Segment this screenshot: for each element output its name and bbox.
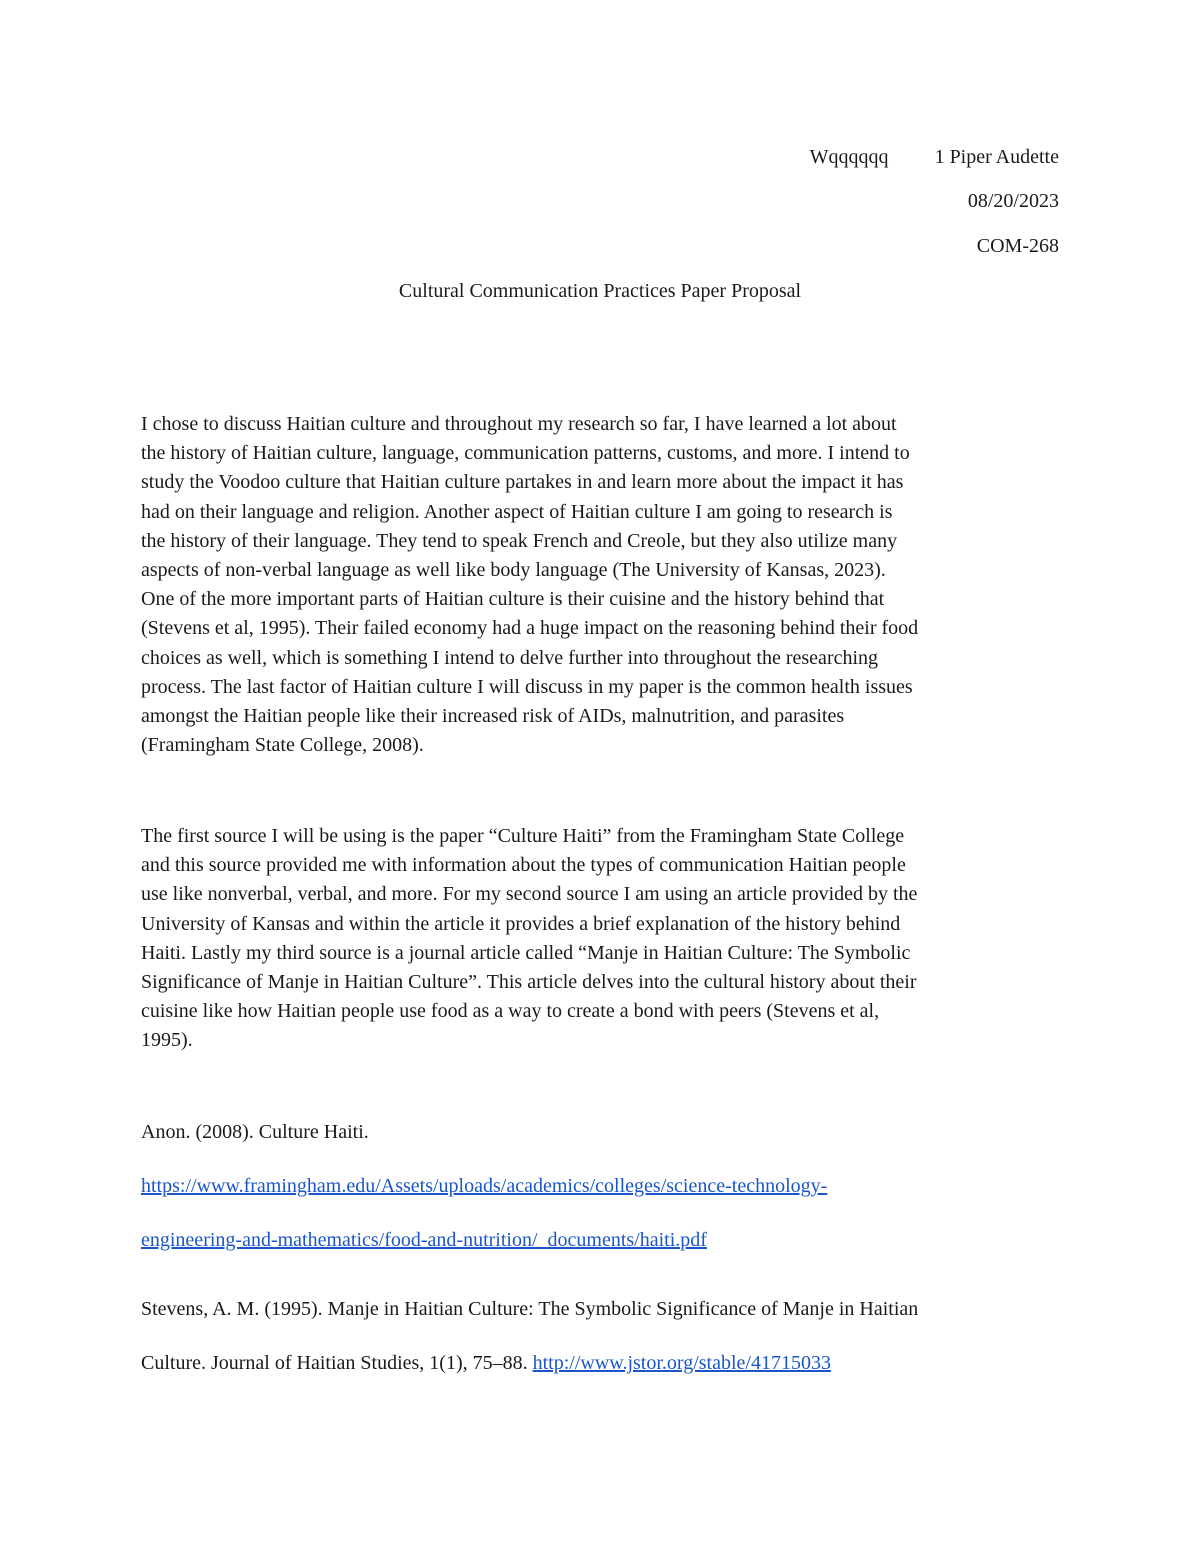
paragraph-line: cuisine like how Haitian people use food as a way to create a bond with peers (Stevens et al, [141,1000,880,1023]
paragraph-line: the history of their language. They tend to speak French and Creole, but they also utilize many [141,529,898,552]
paragraph-line: had on their language and religion. Another aspect of Haitian culture I am going to research is [141,500,893,523]
paragraph-line: The first source I will be using is the paper “Culture Haiti” from the Framingham State College [141,825,905,847]
paragraph-line: use like nonverbal, verbal, and more. For my second source I am using an article provided by the [141,883,918,906]
paragraph-line: I chose to discuss Haitian culture and throughout my research so far, I have learned a lot about [141,413,897,435]
paper-title: Cultural Communication Practices Paper Proposal [398,280,802,302]
reference-1-link-line-2[interactable] [141,1228,707,1252]
paragraph-line: and this source provided me with information about the types of communication Haitian people [141,854,906,877]
paragraph-line: One of the more important parts of Haitian culture is their cuisine and the history behind that [141,588,885,611]
running-head-label: Wqqqqqq [809,146,889,168]
date: 08/20/2023 [967,190,1059,212]
paragraph-line: 1995). [141,1029,193,1052]
reference-2-citation: Culture. Journal of Haitian Studies, 1(1), 75–88. [141,1352,528,1374]
reference-1-link-line-1[interactable] [141,1174,827,1198]
paragraph-line: process. The last factor of Haitian culture I will discuss in my paper is the common health issues [141,675,913,698]
paragraph-line: choices as well, which is something I intend to delve further into throughout the researching [141,646,879,669]
reference-2-url[interactable]: http://www.jstor.org/stable/41715033 [532,1352,831,1374]
paragraph-line: aspects of non-verbal language as well like body language (The University of Kansas, 2023). [141,559,886,582]
reference-1-url[interactable]: https://www.framingham.edu/Assets/uploads/academics/colleges/science-technology- [141,1175,828,1197]
paragraph-sources [141,822,1071,1056]
course-code: COM-268 [976,235,1059,257]
reference-1-url-cont[interactable]: engineering-and-mathematics/food-and-nutrition/_documents/haiti.pdf [141,1229,707,1251]
reference-1-text: Anon. (2008). Culture Haiti. [141,1121,369,1143]
paragraph-line: University of Kansas and within the article it provides a brief explanation of the history behind [141,912,901,935]
author-name: Piper Audette [949,146,1059,168]
paragraph-line: amongst the Haitian people like their increased risk of AIDs, malnutrition, and parasites [141,705,845,728]
page-number: 1 [934,146,945,168]
paragraph-line: the history of Haitian culture, language, communication patterns, customs, and more. I intend to [141,442,910,465]
paragraph-line: (Framingham State College, 2008). [141,734,424,757]
paragraph-intro [141,410,1071,760]
paragraph-line: Haiti. Lastly my third source is a journal article called “Manje in Haitian Culture: The Symbolic [141,941,911,964]
paragraph-line: (Stevens et al, 1995). Their failed economy had a huge impact on the reasoning behind their food [141,617,919,640]
paragraph-line: Significance of Manje in Haitian Culture”. This article delves into the cultural history about their [141,971,917,994]
reference-2-line-2 [141,1351,831,1375]
running-head [810,145,1059,169]
paragraph-line: study the Voodoo culture that Haitian culture partakes in and learn more about the impact it has [141,471,904,494]
reference-2-line-1: Stevens, A. M. (1995). Manje in Haitian Culture: The Symbolic Significance of Manje in Haitian [141,1298,919,1320]
